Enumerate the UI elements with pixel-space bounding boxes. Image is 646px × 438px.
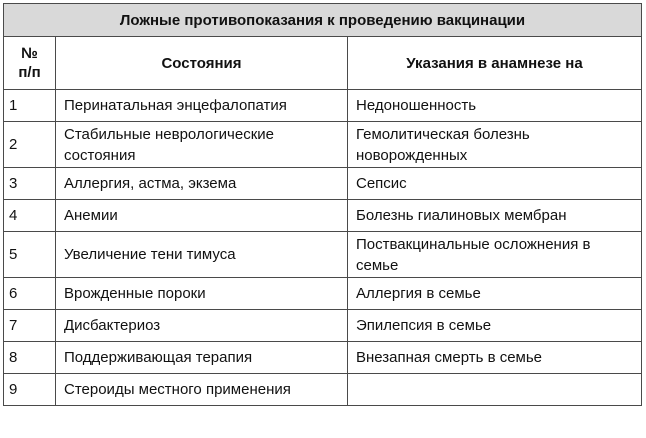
table-row xyxy=(4,168,642,200)
table-row xyxy=(4,278,642,310)
row-condition: Увеличение тени тимуса xyxy=(56,232,348,278)
row-condition: Анемии xyxy=(56,200,348,232)
row-number: 1 xyxy=(4,90,56,122)
table-row xyxy=(4,90,642,122)
table-row xyxy=(4,122,642,168)
row-history: Гемолитическая болезнь новорожденных xyxy=(348,122,642,168)
row-condition: Стабильные неврологические состояния xyxy=(56,122,348,168)
row-number: 2 xyxy=(4,122,56,168)
row-history: Болезнь гиалиновых мембран xyxy=(348,200,642,232)
row-history: Аллергия в семье xyxy=(348,278,642,310)
header-row xyxy=(4,37,642,90)
table-row xyxy=(4,310,642,342)
row-condition: Стероиды местного применения xyxy=(56,374,348,406)
row-condition: Поддерживающая терапия xyxy=(56,342,348,374)
header-number xyxy=(4,37,56,90)
row-number: 6 xyxy=(4,278,56,310)
table-caption: Ложные противопоказания к проведению вакцинации xyxy=(4,4,642,37)
row-history: Поствакцинальные осложнения в семье xyxy=(348,232,642,278)
header-number-line1: № xyxy=(21,45,38,62)
header-number-line2: п/п xyxy=(18,64,41,81)
row-number: 9 xyxy=(4,374,56,406)
row-number: 3 xyxy=(4,168,56,200)
row-condition: Врожденные пороки xyxy=(56,278,348,310)
row-history: Эпилепсия в семье xyxy=(348,310,642,342)
row-number: 8 xyxy=(4,342,56,374)
table-row xyxy=(4,200,642,232)
row-condition: Аллергия, астма, экзема xyxy=(56,168,348,200)
contraindications-table xyxy=(3,3,642,406)
row-number: 5 xyxy=(4,232,56,278)
row-history xyxy=(348,374,642,406)
caption-row xyxy=(4,4,642,37)
row-number: 4 xyxy=(4,200,56,232)
row-history: Сепсис xyxy=(348,168,642,200)
header-conditions: Состояния xyxy=(56,37,348,90)
row-condition: Перинатальная энцефалопатия xyxy=(56,90,348,122)
row-number: 7 xyxy=(4,310,56,342)
table-row xyxy=(4,374,642,406)
table-row xyxy=(4,342,642,374)
table-row xyxy=(4,232,642,278)
row-history: Недоношенность xyxy=(348,90,642,122)
row-condition: Дисбактериоз xyxy=(56,310,348,342)
header-history: Указания в анамнезе на xyxy=(348,37,642,90)
row-history: Внезапная смерть в семье xyxy=(348,342,642,374)
